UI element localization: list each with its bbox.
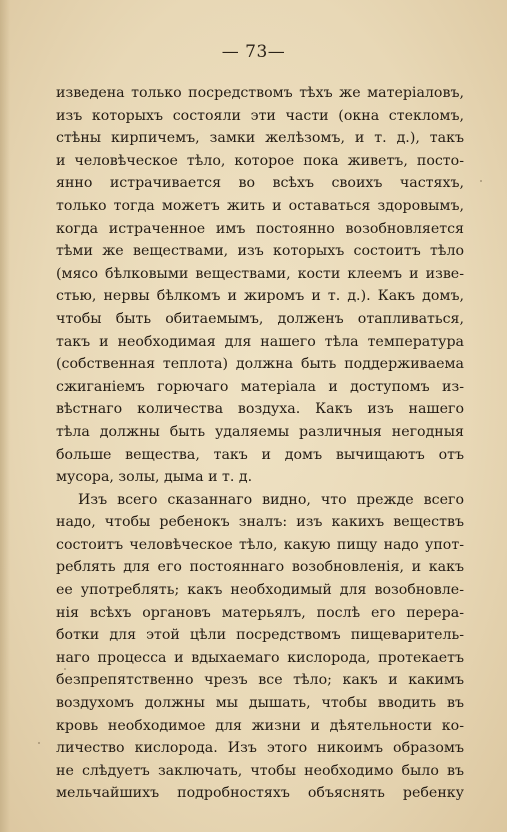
paper-speck <box>480 180 482 182</box>
text-line: мельчайшихъ подробностяхъ объяснять ребенку <box>56 785 464 802</box>
text-line: состоитъ человѣческое тѣло, какую пищу надо упот- <box>56 536 464 553</box>
text-line: кровь необходимое для жизни и дѣятельности ко- <box>56 717 464 734</box>
text-line: ее употреблять; какъ необходимый для возобновле- <box>56 582 464 599</box>
text-line-paragraph-end: мусора, золы, дыма и т. д. <box>56 469 253 486</box>
text-line: личество кислорода. Изъ этого никоимъ образомъ <box>56 740 464 757</box>
text-line: реблять для его постояннаго возобновленія, и какъ <box>56 559 464 576</box>
text-line: надо, чтобы ребенокъ зналъ: изъ какихъ веществъ <box>56 514 464 531</box>
page-number: — 73— <box>221 42 286 62</box>
text-line: не слѣдуетъ заключать, чтобы необходимо было въ <box>56 762 464 779</box>
text-line: больше вещества, такъ и домъ вычищаютъ отъ <box>56 446 464 463</box>
paper-speck <box>38 742 40 744</box>
text-line: (собственная теплота) должна быть поддерживаема <box>56 356 464 373</box>
text-line: и человѣческое тѣло, которое пока живетъ, посто- <box>56 152 464 169</box>
text-line: сжиганіемъ горючаго матеріала и доступомъ из- <box>56 378 464 395</box>
text-line: вѣстнаго количества воздуха. Какъ изъ нашего <box>56 401 464 418</box>
text-line: стѣны кирпичемъ, замки желѣзомъ, и т. д.), такъ <box>56 130 464 147</box>
text-line: безпрепятственно чрезъ все тѣло; какъ и какимъ <box>56 672 464 689</box>
text-line: тѣла должны быть удаляемы различныя негодныя <box>56 423 464 440</box>
text-line: (мясо бѣлковыми веществами, кости клеемъ и изве- <box>56 265 464 282</box>
text-line: воздухомъ должны мы дышать, чтобы вводить въ <box>56 695 464 712</box>
text-line: такъ и необходимая для нашего тѣла температура <box>56 333 464 350</box>
paper-speck <box>64 668 66 670</box>
text-line: наго процесса и вдыхаемаго кислорода, протекаетъ <box>56 649 464 666</box>
text-line: янно истрачивается во всѣхъ своихъ частяхъ, <box>56 175 464 192</box>
text-line: изъ которыхъ состояли эти части (окна стекломъ, <box>56 107 464 124</box>
text-line: когда истраченное имъ постоянно возобновляется <box>56 220 464 237</box>
text-line: ботки для этой цѣли посредствомъ пищеваритель- <box>56 627 464 644</box>
page-edge-shadow <box>0 0 10 832</box>
body-text <box>56 82 464 805</box>
text-line: чтобы быть обитаемымъ, долженъ отапливаться, <box>56 310 464 327</box>
text-line: тѣми же веществами, изъ которыхъ состоитъ тѣло <box>56 243 464 260</box>
text-line: стью, нервы бѣлкомъ и жиромъ и т. д.). Какъ домъ, <box>56 288 464 305</box>
text-line-paragraph-start: Изъ всего сказаннаго видно, что прежде всего <box>78 491 464 508</box>
text-line: изведена только посредствомъ тѣхъ же матеріаловъ, <box>56 85 464 101</box>
text-line: только тогда можетъ жить и оставаться здоровымъ, <box>56 197 464 214</box>
text-line: нія всѣхъ органовъ матерьялъ, послѣ его перера- <box>56 604 464 621</box>
